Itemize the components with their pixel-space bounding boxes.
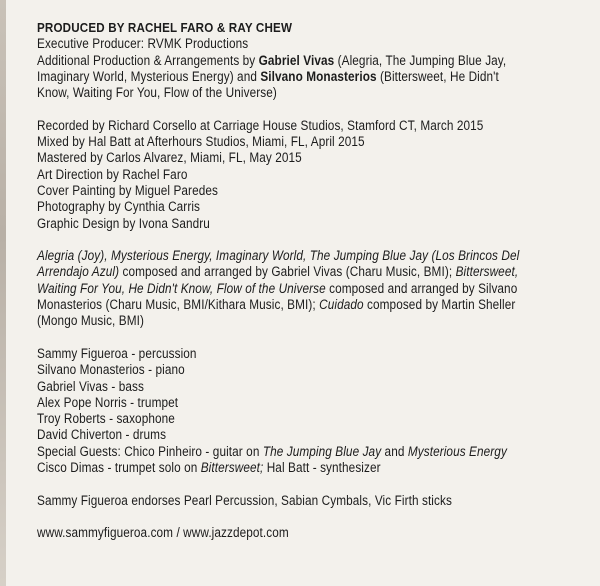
executive-producer-line: Executive Producer: RVMK Productions: [37, 36, 249, 52]
cisco-suffix: Hal Batt - synthesizer: [263, 460, 381, 476]
page-edge-strip: [0, 0, 6, 586]
gabriel-vivas-songs: (Alegria, The Jumping Blue Jay, Imaginary World, Mysterious Energy) and: [37, 52, 507, 84]
recorded-line: Recorded by Richard Corsello at Carriage House Studios, Stamford CT, March 2015: [37, 117, 484, 133]
gabriel-vivas-name: Gabriel Vivas: [258, 52, 335, 68]
mixed-line: Mixed by Hal Batt at Afterhours Studios, Miami, FL, April 2015: [37, 134, 365, 150]
monasterios-titles: Bittersweet, Waiting For You, He Didn't Know, Flow of the Universe: [37, 264, 519, 296]
production-credits: [37, 20, 525, 101]
cover-painting-line: Cover Painting by Miguel Paredes: [37, 182, 218, 198]
additional-prefix: Additional Production & Arrangements by: [37, 52, 259, 68]
producer-heading: PRODUCED BY RACHEL FARO & RAY CHEW: [37, 20, 293, 35]
silvano-monasterios-name: Silvano Monasterios: [260, 68, 377, 84]
photography-line: Photography by Cynthia Carris: [37, 199, 201, 215]
recording-credits: [37, 118, 525, 232]
composition-credits: [37, 248, 525, 329]
guest-song-2: Mysterious Energy: [407, 443, 507, 459]
liner-notes-page: [37, 20, 525, 558]
composition-paragraph: [37, 248, 525, 329]
websites-block: [37, 525, 525, 541]
personnel-line: Alex Pope Norris - trumpet: [37, 394, 179, 410]
monasterios-composition-text: composed and arranged by Silvano Monasterios (Charu Music, BMI/Kithara Music, BMI);: [37, 280, 518, 313]
guests-prefix: Special Guests: Chico Pinheiro - guitar on: [37, 443, 263, 459]
personnel-line: Silvano Monasterios - piano: [37, 362, 185, 378]
guests-and: and: [381, 443, 408, 459]
personnel-line: Sammy Figueroa - percussion: [37, 345, 197, 361]
endorsement-block: [37, 493, 525, 509]
personnel-list: [37, 346, 525, 476]
personnel-line: Troy Roberts - saxophone: [37, 411, 175, 427]
vivas-titles: Alegria (Joy), Mysterious Energy, Imaginary World, The Jumping Blue Jay (Los Brincos Del Arrendajo Azul): [37, 248, 520, 280]
guest-song-3: Bittersweet;: [200, 460, 264, 476]
cisco-prefix: Cisco Dimas - trumpet solo on: [37, 460, 201, 476]
cisco-dimas-line: [37, 460, 525, 476]
additional-production-line: [37, 53, 525, 102]
personnel-line: David Chiverton - drums: [37, 427, 167, 443]
vivas-composition-text: composed and arranged by Gabriel Vivas (Charu Music, BMI);: [119, 264, 456, 280]
sheller-composition-text: composed by Martin Sheller (Mongo Music, BMI): [37, 297, 516, 329]
websites-line: www.sammyfigueroa.com / www.jazzdepot.com: [37, 525, 289, 541]
silvano-monasterios-songs: (Bittersweet, He Didn't Know, Waiting For You, Flow of the Universe): [37, 68, 499, 101]
mastered-line: Mastered by Carlos Alvarez, Miami, FL, May 2015: [37, 150, 302, 166]
art-direction-line: Art Direction by Rachel Faro: [37, 166, 188, 182]
guest-song-1: The Jumping Blue Jay: [262, 443, 382, 459]
special-guests-line: [37, 444, 525, 460]
cuidado-title: Cuidado: [319, 297, 364, 313]
graphic-design-line: Graphic Design by Ivona Sandru: [37, 215, 210, 231]
personnel-line: Gabriel Vivas - bass: [37, 378, 144, 394]
endorsement-line: Sammy Figueroa endorses Pearl Percussion, Sabian Cymbals, Vic Firth sticks: [37, 492, 452, 508]
